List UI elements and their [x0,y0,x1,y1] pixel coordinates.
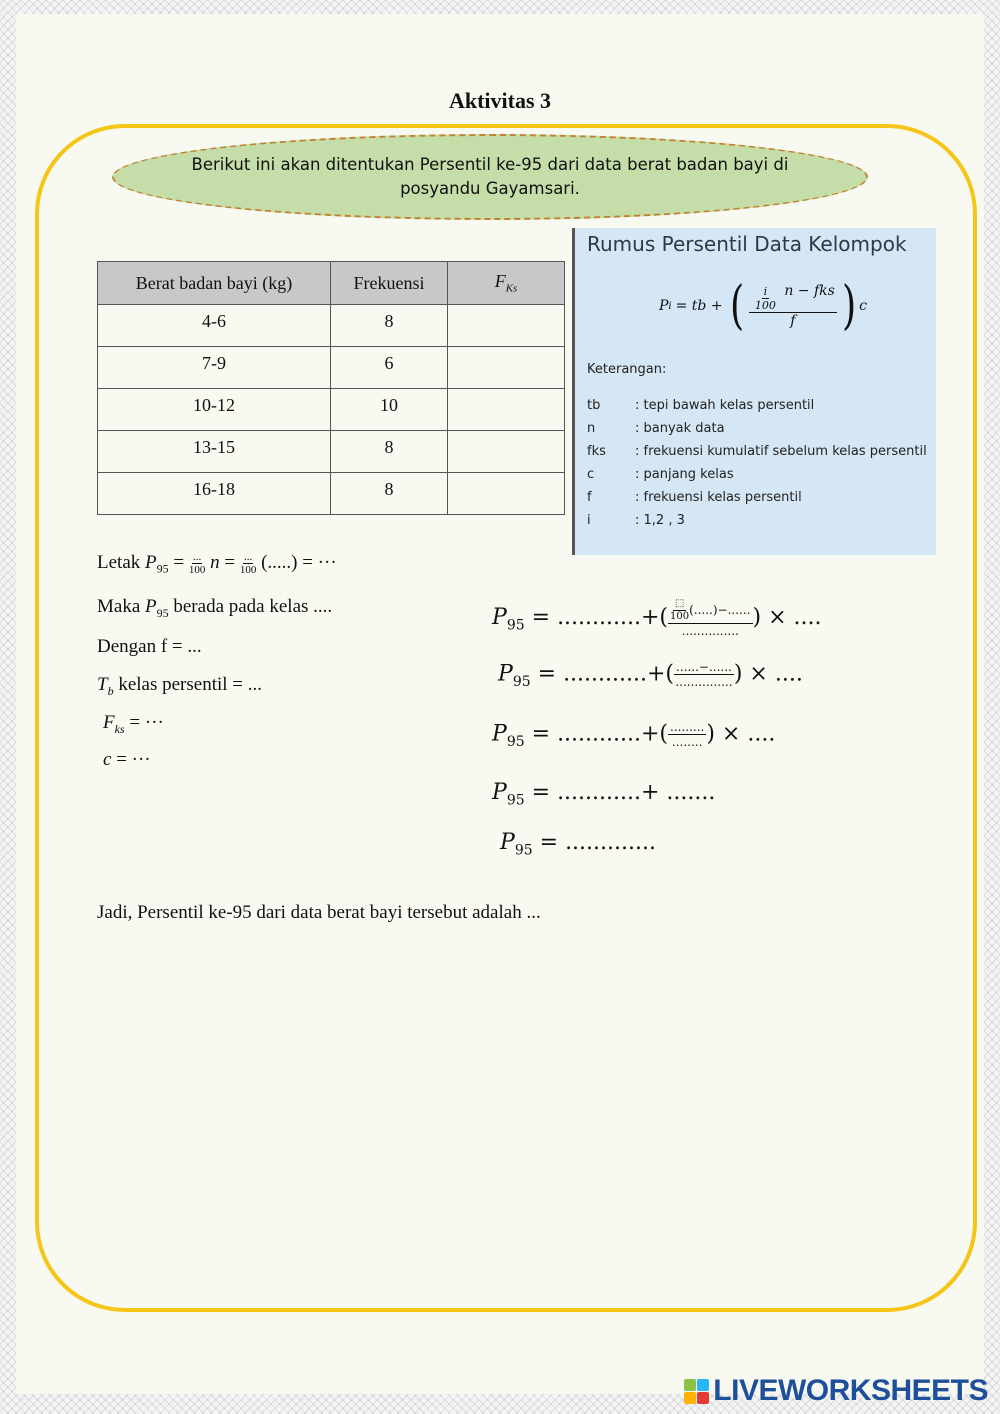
table-header-row [98,262,565,305]
c-line: c = ··· [103,749,151,770]
equation-step-5[interactable]: $P_{95}$ = ............. [500,830,656,859]
formula-box-title: Rumus Persentil Data Kelompok [587,232,907,256]
legend-item: f : frekuensi kelas persentil [587,490,802,505]
dengan-f-line[interactable]: Dengan f = ... [97,636,202,657]
cell-freq: 8 [331,473,448,515]
equation-step-2[interactable]: $P_{95}$ = ............+( ......−...... ............... ) × .... [498,660,803,690]
logo-icon [684,1379,709,1404]
cell-range: 7-9 [98,347,331,389]
cell-fks-input[interactable] [448,305,565,347]
legend-item: n : banyak data [587,421,725,436]
table-row [98,389,565,431]
cell-fks-input[interactable] [448,347,565,389]
header-frequency: Frekuensi [331,262,448,305]
legend-item: i : 1,2 , 3 [587,513,685,528]
cell-fks-input[interactable] [448,473,565,515]
legend-heading: Keterangan: [587,362,667,377]
cell-range: 10-12 [98,389,331,431]
cell-freq: 10 [331,389,448,431]
tb-line: $T_b$ kelas persentil = ... [97,674,263,698]
legend-list [587,394,927,532]
table-row [98,347,565,389]
data-table [97,261,565,515]
cell-range: 4-6 [98,305,331,347]
maka-answer[interactable]: berada pada kelas .... [173,596,333,617]
left-paren: ( [729,276,744,336]
cell-range: 13-15 [98,431,331,473]
page-title: Aktivitas 3 [448,88,552,113]
table-row [98,431,565,473]
maka-line: Maka $P_{95}$ berada pada kelas .... [97,596,333,620]
header-weight: Berat badan bayi (kg) [98,262,331,305]
conclusion-text[interactable]: Jadi, Persentil ke-95 dari data berat bayi tersebut adalah ... [97,902,541,923]
formula-fraction: $\frac{i}{100}$ n − fks f [749,283,837,329]
formula-reference-box [572,228,936,555]
cell-fks-input[interactable] [448,431,565,473]
intro-banner [112,134,868,220]
cell-fks-input[interactable] [448,389,565,431]
equation-step-3[interactable]: $P_{95}$ = ............+( ......... ........ ) × .... [492,720,776,750]
letak-fraction-2[interactable]: ... 100 [239,551,257,576]
legend-item: fks : frekuensi kumulatif sebelum kelas persentil [587,444,927,459]
cell-range: 16-18 [98,473,331,515]
intro-text: Berikut ini akan ditentukan Persentil ke-95 dari data berat badan bayi di posyandu Gayamsari. [191,155,789,198]
letak-paren-input[interactable]: (.....) [261,551,298,573]
table-row [98,473,565,515]
right-paren: ) [841,276,857,336]
cell-freq: 8 [331,305,448,347]
tb-answer[interactable]: kelas persentil = ... [118,674,263,695]
table-row [98,305,565,347]
fks-line: $F_{ks}$ = ··· [103,712,164,736]
percentile-formula: P i = tb + ( $\frac{i}{100}$ n − fks f ) c [659,276,867,336]
fks-answer[interactable]: = ··· [129,712,164,733]
letak-line: Letak $P_{95}$ = ... 100 n = ... 100 (.....) = ··· [97,551,337,576]
cell-freq: 8 [331,431,448,473]
cell-freq: 6 [331,347,448,389]
header-fks: $F_{Ks}$ [448,262,565,305]
legend-item: tb : tepi bawah kelas persentil [587,398,815,413]
letak-fraction-1[interactable]: ... 100 [188,551,206,576]
liveworksheets-logo: LIVEWORKSHEETS [684,1374,988,1408]
equation-step-4[interactable]: $P_{95}$ = ............+ ....... [492,780,716,809]
c-answer[interactable]: = ··· [116,749,151,770]
legend-item: c : panjang kelas [587,467,734,482]
equation-step-1[interactable]: $P_{95}$ = ............+( ⬚ 100 (.....)−...... ............... ) × .... [492,598,822,638]
